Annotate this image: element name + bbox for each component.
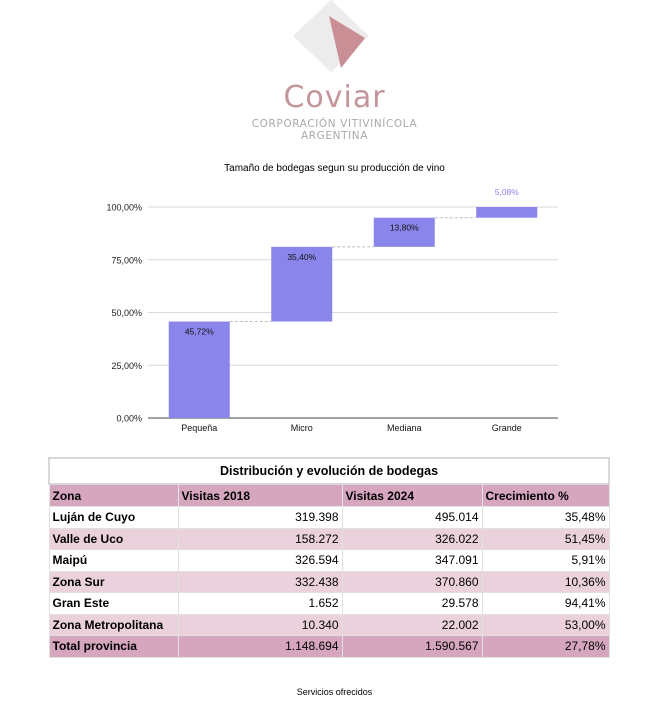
table-row	[49, 550, 609, 572]
column-header: Crecimiento %	[482, 484, 609, 507]
x-tick-label: Pequeña	[181, 423, 218, 433]
table-row	[49, 528, 609, 550]
value-cell: 326.022	[342, 528, 482, 550]
value-cell: 5,91%	[482, 550, 609, 572]
x-tick-label: Micro	[290, 423, 313, 433]
brand-name: Coviar	[283, 80, 386, 115]
data-label: 45,72%	[184, 326, 214, 337]
zone-cell: Gran Este	[49, 593, 178, 615]
value-cell: 27,78%	[482, 636, 609, 658]
x-tick-label: Mediana	[386, 423, 422, 433]
zone-cell: Zona Metropolitana	[49, 614, 178, 636]
zone-cell: Total provincia	[49, 636, 178, 658]
value-cell: 495.014	[342, 507, 482, 529]
y-tick-label: 25,00%	[111, 360, 142, 371]
value-cell: 10.340	[178, 614, 342, 636]
y-tick-label: 50,00%	[111, 308, 142, 318]
value-cell: 29.578	[342, 593, 482, 615]
column-header: Zona	[49, 484, 178, 507]
value-cell: 326.594	[178, 550, 342, 572]
table-body	[49, 507, 609, 658]
x-tick-label: Grande	[491, 423, 522, 433]
value-cell: 370.860	[342, 571, 482, 593]
brand-subtitle-line2: ARGENTINA	[300, 130, 369, 142]
zone-cell: Zona Sur	[49, 571, 178, 593]
y-tick-label: 0,00%	[116, 413, 142, 424]
value-cell: 10,36%	[482, 571, 609, 593]
data-label: 35,40%	[287, 251, 317, 262]
zone-cell: Luján de Cuyo	[49, 507, 178, 529]
footer-text: Servicios ofrecidos	[296, 687, 373, 697]
table-row	[49, 507, 609, 529]
table-header-row	[49, 484, 609, 507]
value-cell: 22.002	[342, 614, 482, 636]
value-cell: 319.398	[178, 507, 342, 529]
table-row	[49, 593, 609, 615]
y-tick-label: 100,00%	[106, 202, 142, 213]
data-label: 13,80%	[389, 222, 419, 233]
value-cell: 35,48%	[482, 507, 609, 529]
value-cell: 51,45%	[482, 528, 609, 550]
data-label: 5,08%	[494, 187, 519, 197]
column-header: Visitas 2018	[178, 484, 342, 507]
value-cell: 347.091	[342, 550, 482, 572]
value-cell: 1.590.567	[342, 636, 482, 658]
table-row	[49, 571, 609, 593]
table-row	[49, 614, 609, 636]
y-tick-label: 75,00%	[111, 255, 142, 266]
chart-title: Tamaño de bodegas segun su producción de vino	[224, 163, 445, 174]
zone-cell: Maipú	[49, 550, 178, 572]
value-cell: 1.148.694	[178, 636, 342, 658]
waterfall-bar	[476, 207, 537, 218]
zone-cell: Valle de Uco	[49, 528, 178, 550]
wineries-table	[48, 457, 608, 658]
value-cell: 1.652	[178, 593, 342, 615]
column-header: Visitas 2024	[342, 484, 482, 507]
value-cell: 332.438	[178, 571, 342, 593]
value-cell: 94,41%	[482, 593, 609, 615]
table-caption: Distribución y evolución de bodegas	[49, 458, 609, 484]
waterfall-chart	[0, 180, 669, 440]
value-cell: 158.272	[178, 528, 342, 550]
value-cell: 53,00%	[482, 614, 609, 636]
coviar-logo-icon	[289, 0, 373, 72]
brand-subtitle-line1: CORPORACIÓN VITIVINÍCOLA	[251, 118, 418, 130]
table-total-row	[49, 636, 609, 658]
